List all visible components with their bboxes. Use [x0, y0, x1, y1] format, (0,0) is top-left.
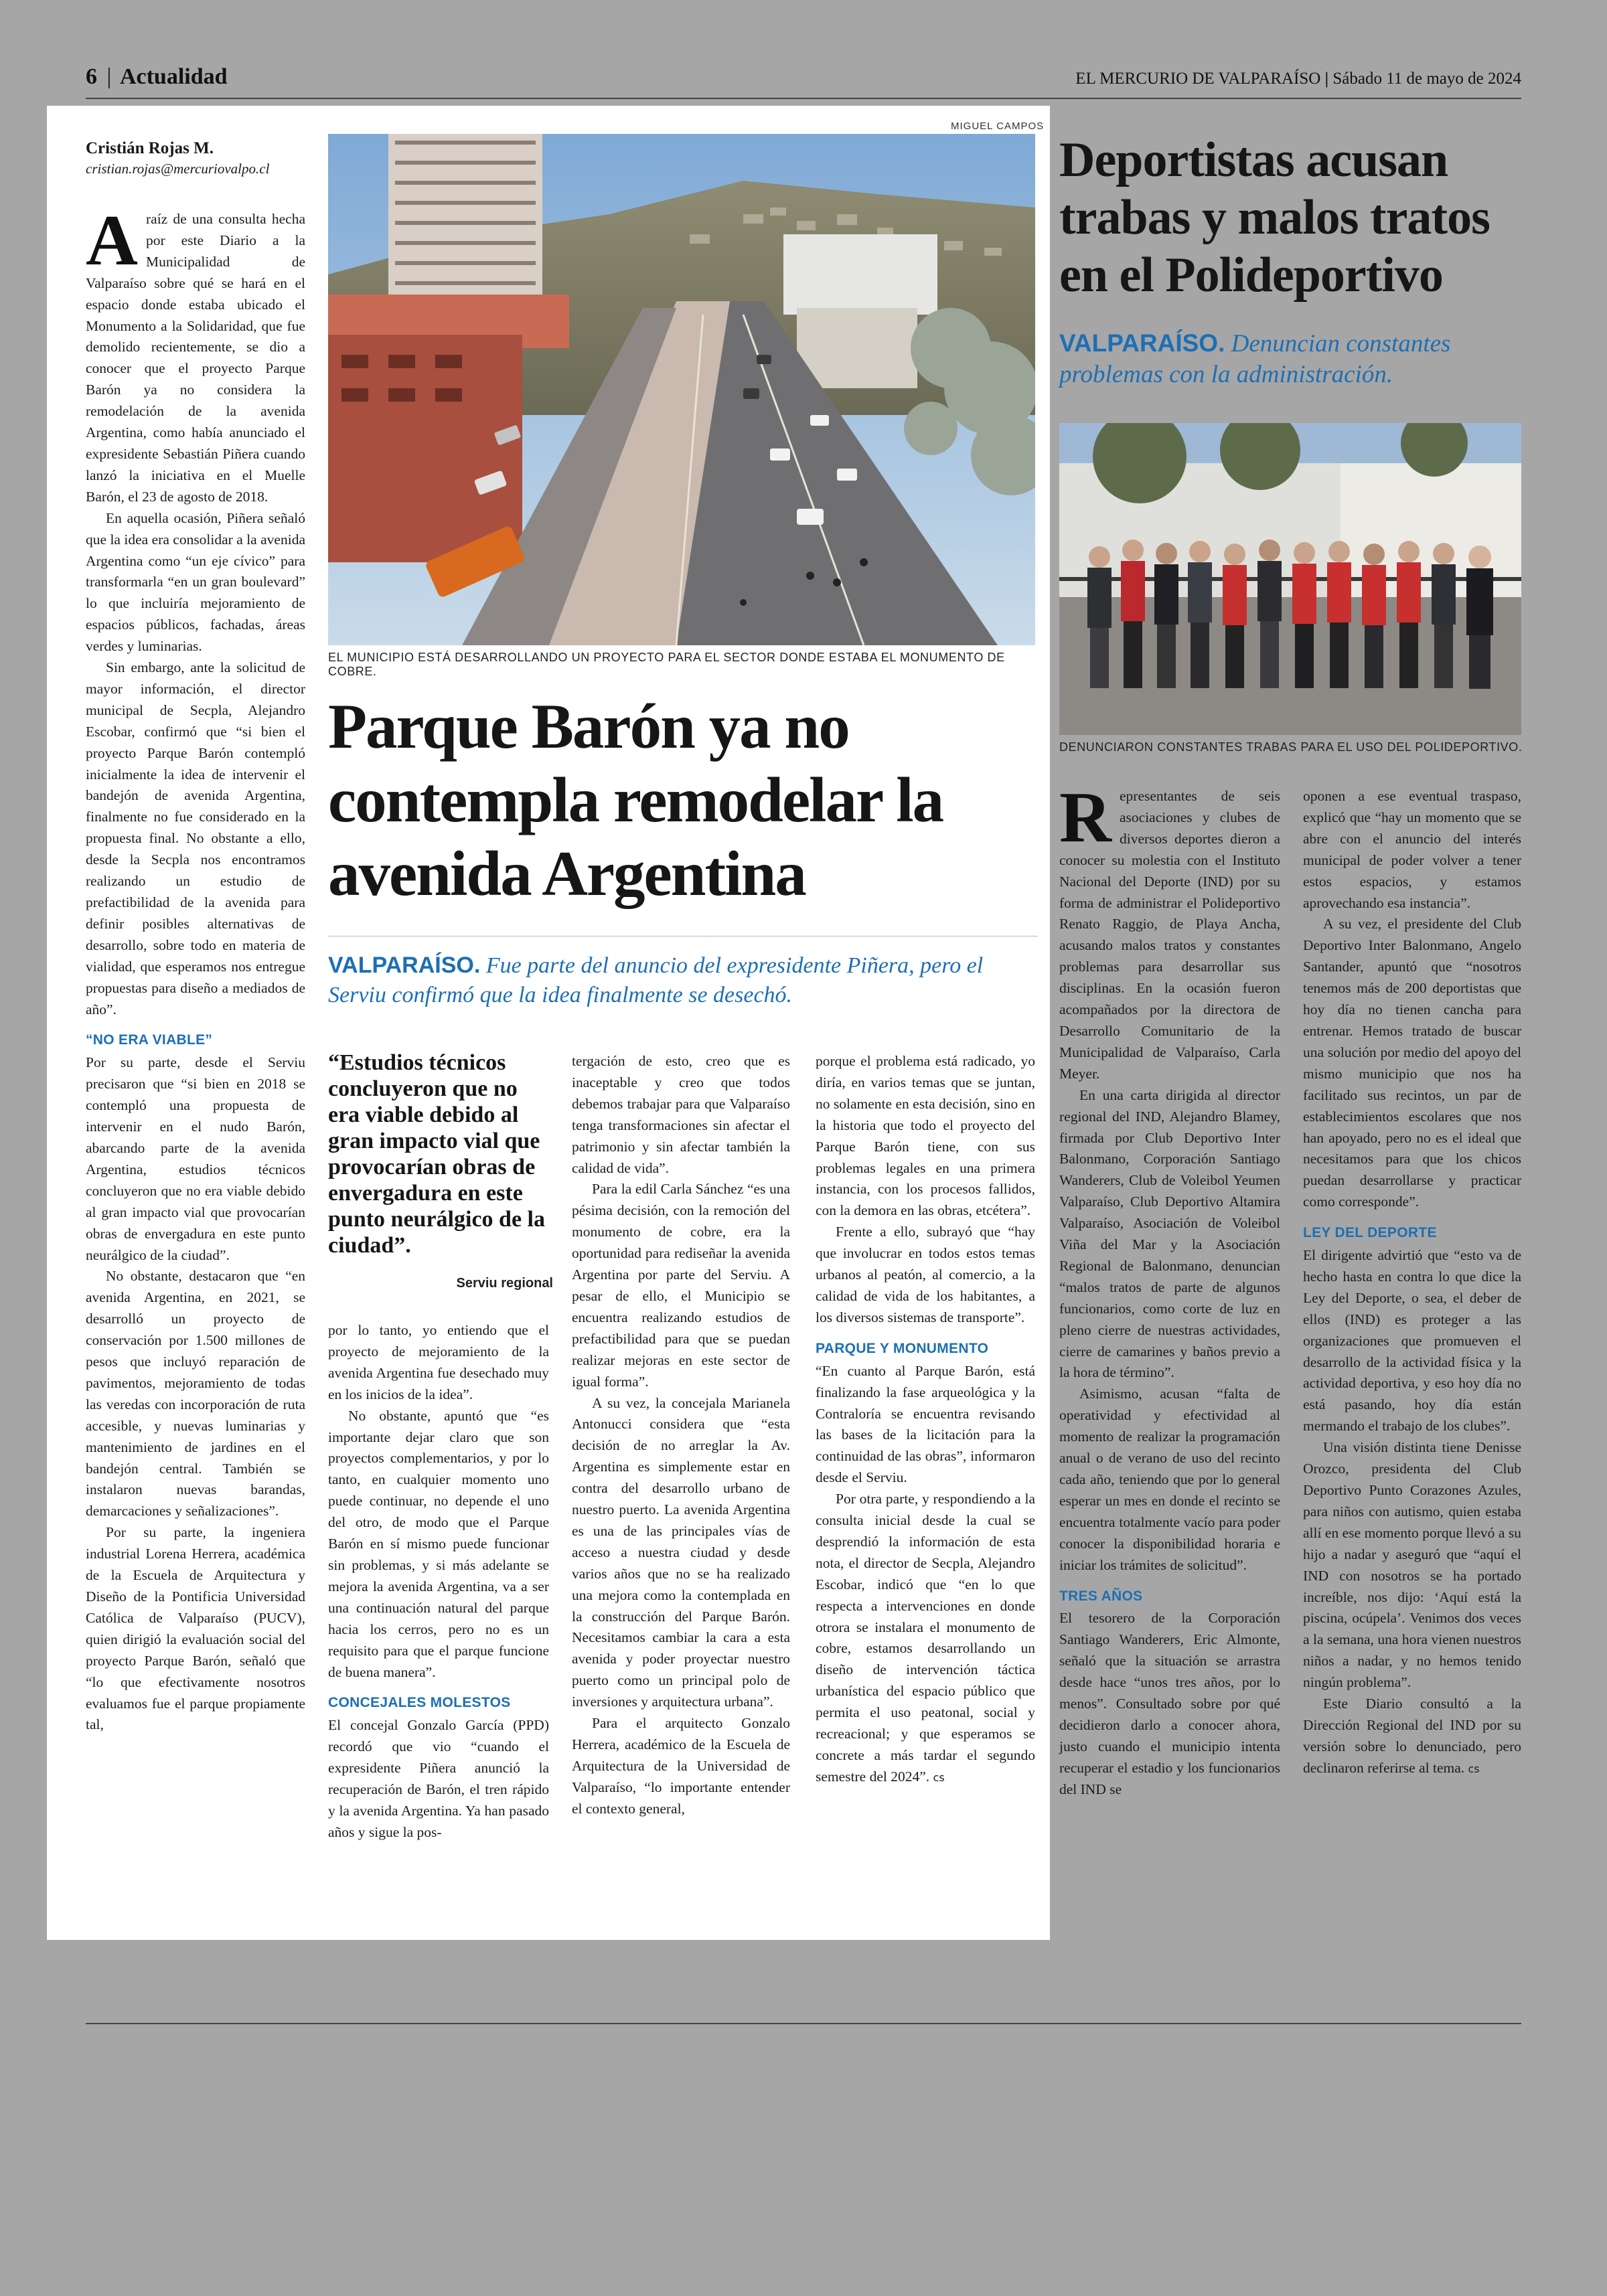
author-email: cristian.rojas@mercuriovalpo.cl — [86, 161, 270, 177]
footer-rule — [86, 2023, 1521, 2024]
group-photo-illustration — [1059, 423, 1521, 735]
publication-name: EL MERCURIO DE VALPARAÍSO — [1075, 70, 1321, 88]
side-col-1 — [1059, 778, 1280, 1801]
side-col1-p1: epresentantes de seis asociaciones y clubes de diversos deportes dieron a conocer su molestia con el Instituto Nacional del Deporte (IND) por su forma de administrar el Polideportivo Renato Raggio, de Playa Ancha, acusando malos tratos y constantes problemas para desarrollar sus disciplinas. En la ocasión fueron acompañados por la directora de Desarrollo Comunitario de la Municipalidad de Valparaíso, Carla Meyer. — [1059, 788, 1280, 1082]
side-kicker — [1059, 328, 1528, 390]
side-end-mark-icon: cs — [1468, 1762, 1480, 1775]
side-col2-p5: Este Diario consultó a la Dirección Regional del IND por su versión sobre lo denunciado, pero declinaron referirse al tema. — [1303, 1696, 1521, 1776]
side-headline: Deportistas acusan trabas y malos tratos en el Polideportivo — [1059, 133, 1490, 303]
main-col1-p3: Sin embargo, ante la solicitud de mayor información, el director municipal de Secpla, Alejandro Escobar, confirmó que “si bien el proyecto Parque Barón contempló inicialmente la idea de intervenir el bandejón de avenida Argentina, finalmente no fue considerado en la propuesta final. No obstante a ello, desde la Secpla nos encontramos realizando un estudio de prefactibilidad de la avenida para definir posibles alternativas de desarrollo, sobre todo en materia de vialidad, que esperamos nos entregue propuestas para diseño a mediados de año”. — [86, 659, 305, 1017]
pull-quote: “Estudios técnicos concluyeron que no era viable debido al gran impacto vial que provocarían obras de envergadura en este punto neurálgico de la ciudad”. — [328, 1050, 545, 1258]
main-photo-avenida — [328, 134, 1035, 645]
side-kicker-place: VALPARAÍSO. — [1059, 329, 1225, 357]
side-col2-p1: oponen a ese eventual traspaso, explicó que “hay un momento que se abre con el anuncio del interés municipal de poder volver a tener estos espacios, y estamos aprovechando esa instancia”. — [1303, 788, 1521, 911]
end-mark-icon: cs — [933, 1771, 945, 1784]
header-separator: | — [106, 64, 112, 89]
subhead-parque-y-monumento: PARQUE Y MONUMENTO — [816, 1340, 989, 1356]
main-col-1 — [86, 201, 305, 1736]
header-rule — [86, 98, 1521, 99]
main-col2-p1: por lo tanto, yo entiendo que el proyecto de mejoramiento de la avenida Argentina fue desechado muy en los inicios de la idea”. — [328, 1322, 549, 1402]
main-col4-p1: porque el problema está radicado, yo diría, en varios temas que se juntan, no solamente en esta decisión, sino en la historia que todo el proyecto del Parque Barón tiene, con sus problemas legales en una primera instancia, con los procesos fallidos, con la demora en las obras, etcétera”. — [816, 1053, 1035, 1219]
main-col-4 — [816, 1051, 1035, 1789]
main-col2-p2: No obstante, apuntó que “es importante dejar claro que son proyectos complementarios, y por lo tanto, en cualquier momento uno puede continuar, no depende el uno del otro, de modo que el Parque Barón en sí mismo puede funcionar sin problemas, y si más adelante se mejora la avenida Argentina, va a ser una continuación natural del parque hacia los cerros, pero no es un requisito para que el parque funcione de buena manera”. — [328, 1407, 549, 1680]
section-name: Actualidad — [119, 64, 228, 89]
pull-quote-block — [328, 1050, 553, 1291]
main-col1-p6: Por su parte, la ingeniera industrial Lorena Herrera, académica de la Escuela de Arquitectura y Diseño de la Pontificia Universidad Católica de Valparaíso (PUCV), quien dirigió la evaluación social del proyecto Parque Barón, señaló que “lo que efectivamente nosotros evaluamos fue el parque propiamente tal, — [86, 1524, 305, 1733]
main-col4-p2: Frente a ello, subrayó que “hay que involucrar en todos estos temas urbanos al peatón, al comercio, a la calidad de vida de los habitantes, a los diversos sistemas de transporte”. — [816, 1224, 1035, 1325]
pull-quote-source: Serviu regional — [456, 1276, 553, 1291]
main-col3-p4: Para el arquitecto Gonzalo Herrera, académico de la Escuela de Arquitectura de la Universidad de Valparaíso, “lo importante entender el contexto general, — [572, 1715, 790, 1817]
main-kicker — [328, 951, 1038, 1010]
main-col1-p2: En aquella ocasión, Piñera señaló que la idea era consolidar a la avenida Argentina como “un eje cívico” para transformarla “en un gran boulevard” lo que incluiría mejoramiento de espacios públicos, fachadas, áreas verdes y luminarias. — [86, 509, 305, 655]
main-photo-caption: EL MUNICIPIO ESTÁ DESARROLLANDO UN PROYECTO PARA EL SECTOR DONDE ESTABA EL MONUMENTO DE COBRE. — [328, 651, 1005, 678]
page-number: 6 — [86, 64, 97, 89]
main-col3-p3: A su vez, la concejala Marianela Antonucci considera que “esta decisión de no arreglar la Av. Argentina es simplemente estar en contra del desarrollo urbano de nuestro puerto. La avenida Argentina es una de las principales vías de acceso a nuestra ciudad y desde varios años que no se ha realizado una mejora como la contemplada en la construcción del Parque Barón. Necesitamos cambiar la cara a esta avenida y poder proyectar nuestro puerto como un principal polo de inversiones y arquitectura urbana”. — [572, 1394, 790, 1710]
main-col-2 — [328, 1320, 549, 1843]
main-col2-p3: El concejal Gonzalo García (PPD) recordó que vio “cuando el expresidente Piñera anunció la recuperación de Barón, el tren rápido y la avenida Argentina. Ya han pasado años y sigue la pos- — [328, 1717, 549, 1840]
side-col2-p4: Una visión distinta tiene Denisse Orozco, presidenta del Club Deportivo Punto Corazones Azules, para niños con autismo, quien estaba allí en ese momento porque llevó a su hijo a nadar y aseguró que “aquí el IND con nosotros se ha portado increíble, nos dijo: ‘Aquí está la piscina, ocúpela’. Venimos dos veces a la semana, una hora vienen nuestros niños a nadar, y no hemos tenido ningún problema”. — [1303, 1439, 1521, 1691]
side-col1-p4: El tesorero de la Corporación Santiago Wanderers, Eric Almonte, señaló que la situación se arrastra desde hace “unos tres años, por lo menos”. Consultado sobre por qué decidieron darlo a conocer ahora, justo cuando el municipio intenta recuperar el estadio y los funcionarios del IND se — [1059, 1610, 1280, 1797]
publication-date: Sábado 11 de mayo de 2024 — [1332, 70, 1521, 88]
dropcap-a: A — [86, 201, 138, 280]
subhead-no-era-viable: “NO ERA VIABLE” — [86, 1032, 213, 1048]
subhead-tres-anos: TRES AÑOS — [1059, 1588, 1143, 1604]
publication-header — [1075, 70, 1521, 88]
main-kicker-text: Fue parte del anuncio del expresidente Piñera, pero el Serviu confirmó que la idea finalmente se desechó. — [328, 953, 984, 1007]
main-col1-p4: Por su parte, desde el Serviu precisaron que “si bien en 2018 se contempló una propuesta de intervenir en el nudo Barón, abarcando parte de la avenida Argentina, estudios técnicos concluyeron que no era viable debido al gran impacto vial que provocarían obras de envergadura en este punto neurálgico de la ciudad”. — [86, 1054, 305, 1263]
page-section-header — [86, 64, 228, 90]
side-photo-caption: DENUNCIARON CONSTANTES TRABAS PARA EL USO DEL POLIDEPORTIVO. — [1059, 740, 1523, 754]
subhead-concejales-molestos: CONCEJALES MOLESTOS — [328, 1695, 511, 1711]
photo-credit: MIGUEL CAMPOS — [951, 120, 1045, 132]
side-col1-p2: En una carta dirigida al director regional del IND, Alejandro Blamey, firmada por Club Deportivo Inter Balonmano, Corporación Santiago Wanderers, Club de Voleibol Yeumen Valparaíso, Club Deportivo Altamira Valparaíso, Asociación de Voleibol Viña del Mar y la Asociación Regional de Balonmano, denuncian “malos tratos de parte de algunos funcionarios, como corte de luz en pleno cierre de nuestras actividades, cierre de camarines y baños previo a la hora de término”. — [1059, 1086, 1280, 1381]
main-col3-p1: tergación de esto, creo que es inaceptable y creo que todos debemos trabajar para que Valparaíso tenga transformaciones sin afectar el patrimonio y sin afectar también la calidad de vida”. — [572, 1053, 790, 1176]
side-kicker-text: Denuncian constantes problemas con la administración. — [1059, 330, 1451, 388]
main-col3-p2: Para la edil Carla Sánchez “es una pésima decisión, con la remoción del monumento de cobre, era la oportunidad para rediseñar la avenida Argentina por parte del Serviu. A pesar de ello, el Municipio se encuentra realizando estudios de prefactibilidad para que se puedan realizar mejoras en este sector de igual forma”. — [572, 1181, 790, 1390]
author-block — [86, 139, 313, 177]
main-col-3 — [572, 1051, 790, 1820]
side-col1-p3: Asimismo, acusan “falta de operatividad y efectividad al momento de realizar la programación anual o de verano de uso del recinto cada año, teniendo que por lo general esperar un mes en donde el recinto se encuentra totalmente vacío para poder conocer la disponibilidad horaria e iniciar los trámites de solicitud”. — [1059, 1386, 1280, 1573]
main-col1-p1: raíz de una consulta hecha por este Diario a la Municipalidad de Valparaíso sobre qué se hará en el espacio donde estaba ubicado el Monumento a la Solidaridad, que fue demolido recientemente, se dio a conocer que el proyecto Parque Barón ya no considera la remodelación de la avenida Argentina, como había anunciado el expresidente Sebastián Piñera cuando lanzó la iniciativa en el Muelle Barón, el 23 de agosto de 2018. — [86, 211, 305, 505]
side-col-2 — [1303, 786, 1521, 1780]
main-col4-p4: Por otra parte, y respondiendo a la consulta inicial desde la cual se desprendió la información de esta nota, el director de Secpla, Alejandro Escobar, indicó que “en lo que respecta a intervenciones en donde otrora se instalara el monumento de cobre, estamos desarrollando un diseño de intervención táctica urbanística del espacio público que permita el uso peatonal, social y recreacional; y que esperamos se concrete a más tardar el segundo semestre del 2024”. — [816, 1491, 1035, 1785]
header-separator-right: | — [1324, 70, 1333, 88]
dropcap-r: R — [1059, 778, 1112, 857]
side-col2-p2: A su vez, el presidente del Club Deportivo Inter Balonmano, Angelo Santander, apuntó que “nosotros tenemos más de 200 deportistas que hoy día no tienen cancha para entrenar. Hemos tratado de buscar una solución por medio del apoyo del mismo municipio que nos ha facilitado sus recintos, un par de establecimientos escolares que nos han apoyado, pero no es el ideal que necesitamos para que los chicos puedan desarrollarse y practicar como corresponde”. — [1303, 916, 1521, 1210]
side-photo-deportistas — [1059, 423, 1521, 735]
main-col4-p3: “En cuanto al Parque Barón, está finalizando la fase arqueológica y la Contraloría se encuentra revisando las bases de la licitación para la continuidad de las obras”, informaron desde el Serviu. — [816, 1362, 1035, 1486]
main-col1-p5: No obstante, destacaron que “en avenida Argentina, en 2021, se desarrolló un proyecto de conservación por 1.500 millones de pesos que incluyó reparación de pavimentos, mejoramiento de todas las veredas con incorporación de ruta accesible, y nuevas luminarias y mantenimiento de jardines en el bandejón central. También se instalaron nuevas barandas, demarcaciones y señalizaciones”. — [86, 1268, 305, 1520]
main-kicker-place: VALPARAÍSO. — [328, 953, 481, 978]
street-aerial-illustration — [328, 134, 1035, 645]
side-col2-p3: El dirigente advirtió que “esto va de hecho hasta en contra lo que dice la Ley del Deporte, o sea, el deber de ellos (IND) es proteger a las organizaciones que promueven el desarrollo de la actividad física y la actividad deportiva, y eso hoy día no está pasando, hoy día están mermando el trabajo de los clubes”. — [1303, 1247, 1521, 1434]
author-name: Cristián Rojas M. — [86, 139, 214, 157]
subhead-ley-del-deporte: LEY DEL DEPORTE — [1303, 1225, 1437, 1241]
main-headline: Parque Barón ya no contempla remodelar la avenida Argentina — [328, 691, 943, 909]
